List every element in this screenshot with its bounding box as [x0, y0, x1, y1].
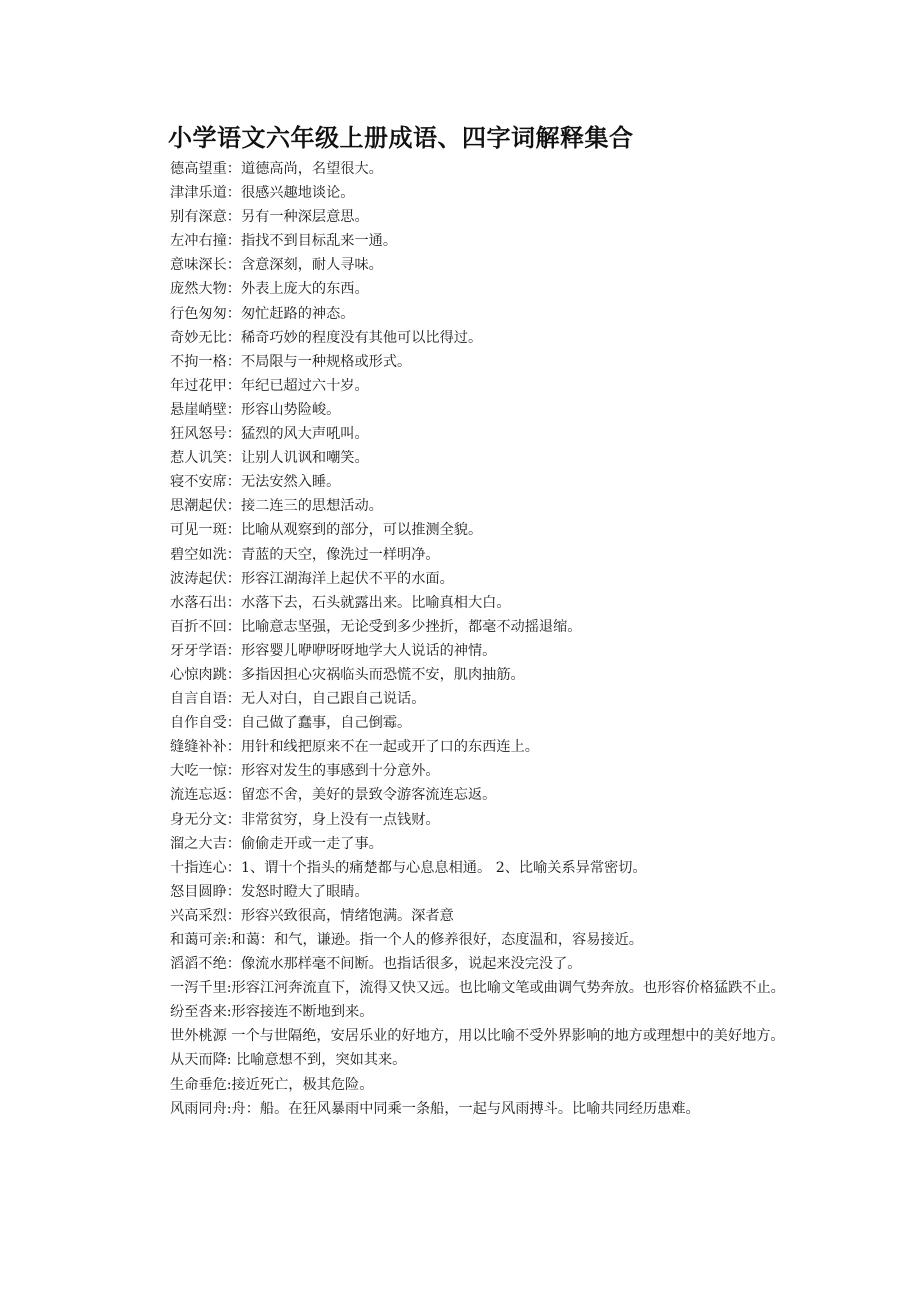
- idiom-term: 悬崖峭壁: [170, 401, 227, 418]
- idiom-entry: [140, 783, 785, 807]
- idiom-definition: 无法安然入睡。: [240, 474, 341, 491]
- idiom-definition: 一个与世隔绝，安居乐业的好地方，用以比喻不受外界影响的地方或理想中的美好地方。: [231, 1028, 785, 1045]
- idiom-entry: [140, 663, 785, 687]
- idiom-separator: ：: [226, 450, 241, 467]
- idiom-definition: 另有一种深层意思。: [240, 209, 369, 226]
- idiom-term: 别有深意: [170, 209, 227, 226]
- idiom-definition: 年纪已超过六十岁。: [240, 377, 369, 394]
- idiom-term: 流连忘返: [170, 787, 227, 804]
- idiom-entry: [140, 976, 785, 1000]
- idiom-definition: 非常贫穷，身上没有一点钱财。: [240, 811, 440, 828]
- idiom-term: 溜之大吉: [170, 835, 227, 852]
- idiom-entry: [140, 494, 785, 518]
- idiom-definition: 形容兴致很高，情绪饱满。深者意: [240, 907, 454, 924]
- idiom-entry: [140, 398, 785, 422]
- idiom-entry: [140, 470, 785, 494]
- idiom-entry: [140, 302, 785, 326]
- idiom-term: 风雨同舟: [170, 1100, 227, 1117]
- idiom-definition: 含意深刻，耐人寻味。: [240, 257, 383, 274]
- idiom-term: 百折不回: [170, 618, 227, 635]
- idiom-definition: 接近死亡，极其危险。: [231, 1076, 374, 1093]
- idiom-separator: :: [226, 1076, 232, 1093]
- idiom-term: 德高望重: [170, 161, 227, 177]
- idiom-separator: ：: [226, 233, 241, 250]
- idiom-entry: [140, 1000, 785, 1024]
- idiom-definition: 舟：船。在狂风暴雨中同乘一条船，一起与风雨搏斗。比喻共同经历患难。: [231, 1100, 700, 1117]
- idiom-separator: ：: [226, 715, 241, 732]
- idiom-entry: [140, 446, 785, 470]
- idiom-entry: [140, 422, 785, 446]
- idiom-separator: ：: [226, 377, 241, 394]
- idiom-entry: [140, 928, 785, 952]
- idiom-entry: [140, 205, 785, 229]
- idiom-term: 思潮起伏: [170, 498, 227, 515]
- idiom-separator: ：: [226, 546, 241, 563]
- idiom-entry: [140, 1097, 785, 1121]
- idiom-term: 碧空如洗: [170, 546, 227, 563]
- idiom-entry: [140, 735, 785, 759]
- idiom-entry: [140, 639, 785, 663]
- idiom-term: 生命垂危: [170, 1076, 227, 1093]
- idiom-separator: :: [226, 1004, 232, 1021]
- idiom-term: 左冲右撞: [170, 233, 227, 250]
- idiom-separator: ：: [226, 281, 241, 298]
- idiom-separator: ：: [226, 835, 241, 852]
- idiom-term: 十指连心: [170, 859, 227, 876]
- idiom-term: 行色匆匆: [170, 305, 227, 322]
- idiom-separator: ：: [226, 763, 241, 780]
- idiom-term: 心惊肉跳: [170, 666, 227, 683]
- idiom-definition: 接二连三的思想活动。: [240, 498, 383, 515]
- idiom-definition: 猛烈的风大声吼叫。: [240, 426, 369, 443]
- idiom-term: 自作自受: [170, 715, 227, 732]
- idiom-separator: ：: [226, 618, 241, 635]
- idiom-entry: [140, 880, 785, 904]
- idiom-entry: [140, 253, 785, 277]
- idiom-definition: 形容对发生的事感到十分意外。: [240, 763, 440, 780]
- idiom-definition: 形容江湖海洋上起伏不平的水面。: [240, 570, 454, 587]
- idiom-entry: [140, 856, 785, 880]
- idiom-separator: ：: [226, 691, 241, 708]
- idiom-entry: [140, 229, 785, 253]
- idiom-definition: 形容山势险峻。: [240, 401, 341, 418]
- idiom-definition: 很感兴趣地谈论。: [240, 185, 355, 202]
- idiom-term: 不拘一格: [170, 353, 227, 370]
- idiom-separator: ：: [226, 956, 241, 973]
- idiom-entry: [140, 277, 785, 301]
- idiom-separator: ：: [226, 570, 241, 587]
- idiom-entry: [140, 904, 785, 928]
- idiom-term: 缝缝补补: [170, 739, 227, 756]
- idiom-term: 牙牙学语: [170, 642, 227, 659]
- idiom-entry: [140, 591, 785, 615]
- idiom-entry: [140, 1073, 785, 1097]
- idiom-definition: 指找不到目标乱来一通。: [240, 233, 398, 250]
- idiom-term: 自言自语: [170, 691, 227, 708]
- idiom-definition: 自己做了蠢事，自己倒霉。: [240, 715, 412, 732]
- idiom-separator: :: [226, 1052, 237, 1069]
- idiom-term: 大吃一惊: [170, 763, 227, 780]
- idiom-term: 奇妙无比: [170, 329, 227, 346]
- idiom-definition: 比喻意想不到，突如其来。: [236, 1052, 407, 1069]
- idiom-separator: ：: [226, 811, 241, 828]
- idiom-definition: 匆忙赶路的神态。: [240, 305, 355, 322]
- idiom-separator: ：: [226, 257, 241, 274]
- idiom-list: [140, 157, 785, 1121]
- idiom-definition: 多指因担心灾祸临头而恐慌不安，肌肉抽筋。: [240, 666, 525, 683]
- idiom-term: 可见一斑: [170, 522, 227, 539]
- idiom-term: 兴高采烈: [170, 907, 227, 924]
- idiom-entry: [140, 1048, 785, 1072]
- idiom-term: 世外桃源: [170, 1028, 227, 1045]
- idiom-term: 身无分文: [170, 811, 227, 828]
- idiom-separator: :: [226, 932, 232, 948]
- idiom-entry: [140, 1024, 785, 1048]
- idiom-entry: [140, 543, 785, 567]
- idiom-separator: ：: [226, 329, 241, 346]
- idiom-entry: [140, 157, 785, 181]
- idiom-entry: [140, 326, 785, 350]
- idiom-term: 庞然大物: [170, 281, 227, 298]
- idiom-definition: 像流水那样毫不间断。也指话很多，说起来没完没了。: [240, 956, 582, 973]
- idiom-entry: [140, 711, 785, 735]
- idiom-separator: ：: [226, 353, 241, 370]
- idiom-term: 和蔼可亲: [170, 932, 227, 948]
- idiom-definition: 稀奇巧妙的程度没有其他可以比得过。: [240, 329, 483, 346]
- idiom-entry: [140, 181, 785, 205]
- idiom-definition: 偷偷走开或一走了事。: [240, 835, 383, 852]
- idiom-entry: [140, 832, 785, 856]
- idiom-separator: ：: [226, 305, 241, 322]
- idiom-definition: 形容接连不断地到来。: [231, 1004, 374, 1021]
- idiom-separator: ：: [226, 907, 241, 924]
- idiom-separator: ：: [226, 209, 241, 226]
- idiom-definition: 外表上庞大的东西。: [240, 281, 369, 298]
- idiom-separator: ：: [226, 883, 241, 900]
- idiom-entry: [140, 518, 785, 542]
- idiom-definition: 形容婴儿咿咿呀呀地学大人说话的神情。: [240, 642, 497, 659]
- idiom-definition: 留恋不舍，美好的景致令游客流连忘返。: [240, 787, 497, 804]
- idiom-definition: 和蔼：和气，谦逊。指一个人的修养很好，态度温和，容易接近。: [231, 932, 643, 948]
- idiom-separator: ：: [226, 161, 241, 177]
- idiom-term: 从天而降: [170, 1052, 227, 1069]
- idiom-term: 纷至沓来: [170, 1004, 227, 1021]
- idiom-term: 滔滔不绝: [170, 956, 227, 973]
- idiom-separator: ：: [226, 498, 241, 515]
- idiom-term: 年过花甲: [170, 377, 227, 394]
- idiom-separator: :: [226, 1100, 232, 1117]
- idiom-entry: [140, 374, 785, 398]
- idiom-term: 狂风怒号: [170, 426, 227, 443]
- idiom-separator: ：: [226, 185, 241, 202]
- idiom-definition: 形容江河奔流直下，流得又快又远。也比喻文笔或曲调气势奔放。也形容价格猛跌不止。: [231, 980, 785, 997]
- idiom-separator: ：: [226, 859, 241, 876]
- idiom-definition: 用针和线把原来不在一起或开了口的东西连上。: [240, 739, 539, 756]
- idiom-definition: 青蓝的天空，像洗过一样明净。: [240, 546, 440, 563]
- idiom-definition: 不局限与一种规格或形式。: [240, 353, 412, 370]
- idiom-entry: [140, 808, 785, 832]
- idiom-term: 寝不安席: [170, 474, 227, 491]
- idiom-separator: ：: [226, 474, 241, 491]
- idiom-term: 意味深长: [170, 257, 227, 274]
- idiom-separator: ：: [226, 666, 241, 683]
- idiom-definition: 发怒时瞪大了眼睛。: [240, 883, 369, 900]
- idiom-definition: 比喻从观察到的部分，可以推测全貌。: [240, 522, 483, 539]
- idiom-term: 波涛起伏: [170, 570, 227, 587]
- idiom-definition: 比喻意志坚强，无论受到多少挫折，都毫不动摇退缩。: [240, 618, 582, 635]
- idiom-separator: ：: [226, 522, 241, 539]
- idiom-definition: 让别人讥讽和嘲笑。: [240, 450, 369, 467]
- idiom-term: 津津乐道: [170, 185, 227, 202]
- idiom-entry: [140, 350, 785, 374]
- idiom-separator: ：: [226, 401, 241, 418]
- idiom-entry: [140, 615, 785, 639]
- idiom-separator: ：: [226, 426, 241, 443]
- idiom-entry: [140, 687, 785, 711]
- idiom-term: 惹人讥笑: [170, 450, 227, 467]
- idiom-definition: 道德高尚，名望很大。: [240, 161, 383, 177]
- idiom-definition: 1、谓十个指头的痛楚都与心息息相通。 2、比喻关系异常密切。: [240, 859, 647, 876]
- idiom-term: 一泻千里: [170, 980, 227, 997]
- idiom-term: 怒目圆睁: [170, 883, 227, 900]
- document-title: 小学语文六年级上册成语、四字词解释集合: [168, 123, 634, 152]
- idiom-term: 水落石出: [170, 594, 227, 611]
- idiom-definition: 无人对白，自己跟自己说话。: [240, 691, 426, 708]
- idiom-separator: ：: [226, 787, 241, 804]
- idiom-definition: 水落下去，石头就露出来。比喻真相大白。: [240, 594, 511, 611]
- idiom-separator: ：: [226, 594, 241, 611]
- idiom-separator: ：: [226, 739, 241, 756]
- idiom-separator: :: [226, 980, 232, 997]
- idiom-separator: ：: [226, 642, 241, 659]
- idiom-entry: [140, 952, 785, 976]
- idiom-entry: [140, 567, 785, 591]
- idiom-entry: [140, 759, 785, 783]
